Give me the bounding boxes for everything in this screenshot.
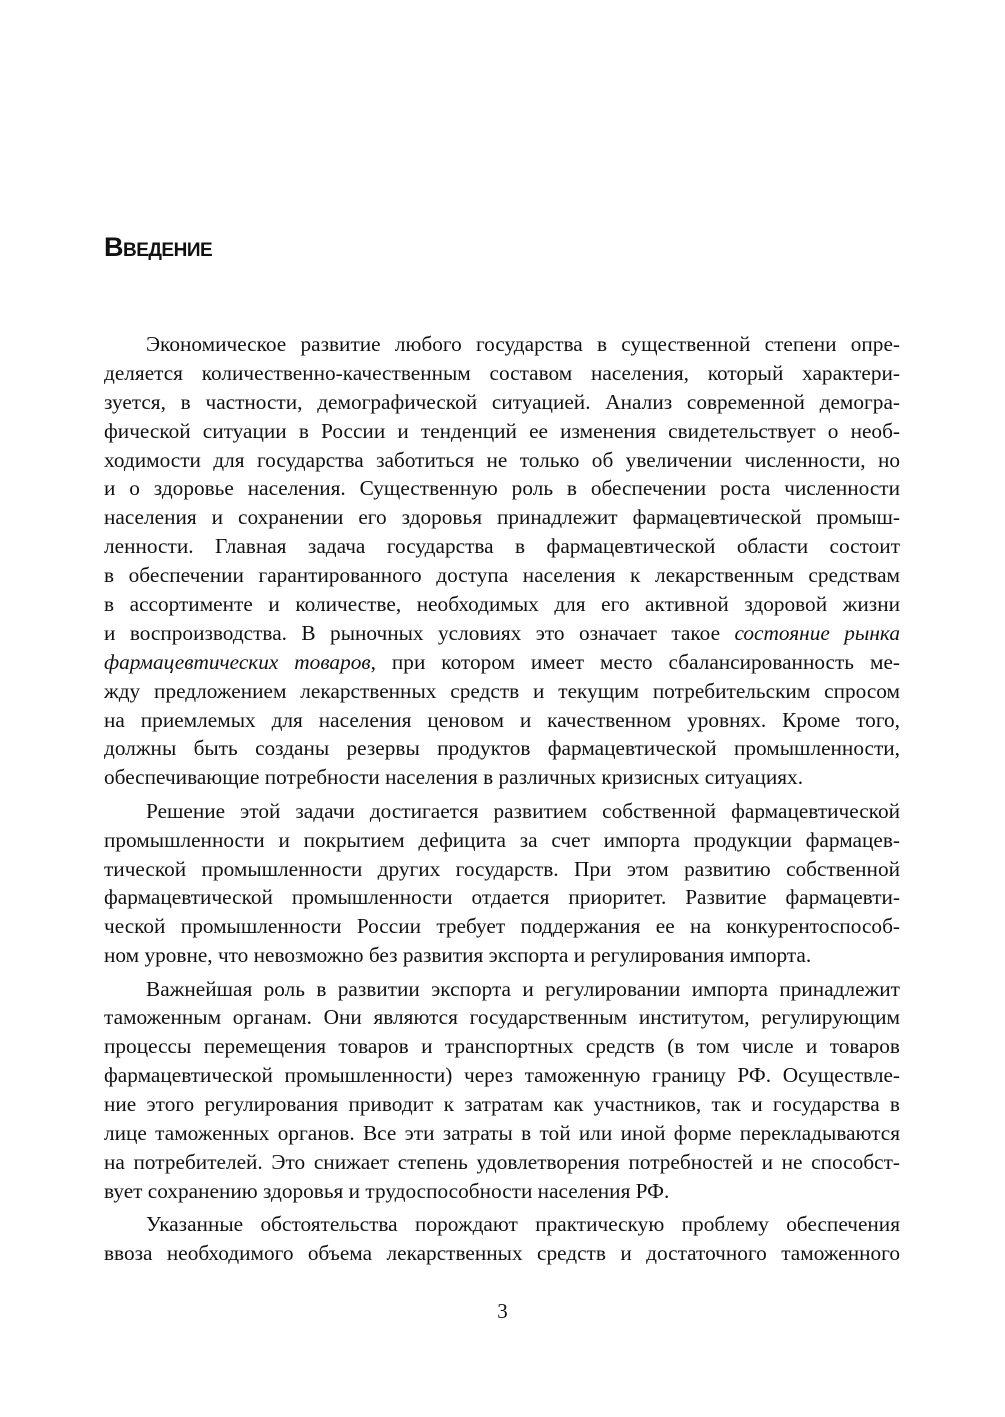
- text-line: Решение этой задачи достигается развитием собственной фармацевтической: [146, 798, 900, 823]
- text-line: зуется, в частности, демографической ситуацией. Анализ современной демогра-: [104, 389, 900, 414]
- section-heading: Введение: [104, 232, 213, 262]
- text-line: таможенным органам. Они являются государственным институтом, регулирующим: [104, 1005, 900, 1030]
- text-line: Указанные обстоятельства порождают практическую проблему обеспечения: [146, 1212, 900, 1237]
- text-line: в обеспечении гарантированного доступа населения к лекарственным средствам: [104, 563, 900, 588]
- text-line: процессы перемещения товаров и транспортных средств (в том числе и товаров: [104, 1034, 900, 1059]
- italic-term: фармацевтических товаров: [104, 649, 371, 674]
- text-line: [104, 648, 900, 677]
- text-run: , при котором имеет место сбалансированность ме-: [370, 649, 900, 674]
- text-line: деляется количественно-качественным составом населения, который характери-: [104, 360, 900, 385]
- paragraph-1: [104, 330, 900, 792]
- text-line: Важнейшая роль в развитии экспорта и регулировании импорта принадлежит: [146, 976, 900, 1001]
- text-line: лице таможенных органов. Все эти затраты в той или иной форме перекладываются: [104, 1121, 900, 1146]
- text-line: промышленности и покрытием дефицита за счет импорта продукции фармацев-: [104, 827, 900, 852]
- text-line: должны быть созданы резервы продуктов фармацевтической промышленности,: [104, 736, 900, 761]
- text-line: тической промышленности других государств. При этом развитию собственной: [104, 856, 900, 881]
- text-line: и о здоровье населения. Существенную роль в обеспечении роста численности: [104, 476, 900, 501]
- text-line: ние этого регулирования приводит к затратам как участников, так и государства в: [104, 1092, 900, 1117]
- text-line: жду предложением лекарственных средств и текущим потребительским спросом: [104, 678, 900, 703]
- text-line: фической ситуации в России и тенденций ее изменения свидетельствует о необ-: [104, 418, 900, 443]
- paragraph-4: [104, 1210, 900, 1268]
- text-line: фармацевтической промышленности) через таможенную границу РФ. Осуществле-: [104, 1063, 900, 1088]
- italic-term: состояние рынка: [734, 620, 900, 645]
- text-line: ленности. Главная задача государства в фармацевтической области состоит: [104, 534, 900, 559]
- text-line: на приемлемых для населения ценовом и качественном уровнях. Кроме того,: [104, 707, 900, 732]
- text-run: и воспроизводства. В рыночных условиях это означает такое: [104, 620, 735, 645]
- text-line: обеспечивающие потребности населения в различных кризисных ситуациях.: [104, 765, 804, 790]
- text-line: ном уровне, что невозможно без развития экспорта и регулирования импорта.: [104, 943, 812, 968]
- text-line: населения и сохранении его здоровья принадлежит фармацевтической промыш-: [104, 505, 900, 530]
- text-line: ввоза необходимого объема лекарственных средств и достаточного таможенного: [104, 1241, 900, 1266]
- text-line: [104, 619, 900, 648]
- text-line: Экономическое развитие любого государства в существенной степени опре-: [146, 332, 900, 356]
- text-line: вует сохранению здоровья и трудоспособности населения РФ.: [104, 1178, 670, 1203]
- text-line: фармацевтической промышленности отдается приоритет. Развитие фармацевти-: [104, 885, 900, 910]
- text-line: ческой промышленности России требует поддержания ее на конкурентоспособ-: [104, 914, 900, 939]
- text-line: в ассортименте и количестве, необходимых для его активной здоровой жизни: [104, 592, 900, 617]
- text-line: на потребителей. Это снижает степень удовлетворения потребностей и не способст-: [104, 1149, 900, 1174]
- paragraph-3: [104, 975, 900, 1206]
- text-line: ходимости для государства заботиться не только об увеличении численности, но: [104, 447, 900, 472]
- body-text: [104, 330, 900, 1268]
- page-number: 3: [497, 1299, 508, 1323]
- paragraph-2: [104, 797, 900, 970]
